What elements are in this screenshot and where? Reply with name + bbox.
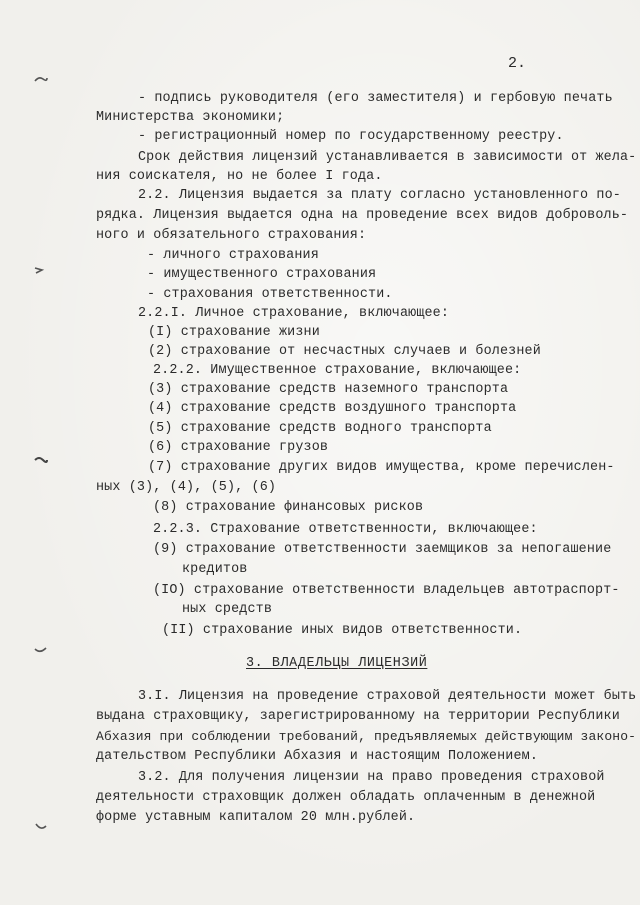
text-line: (II) страхование иных видов ответственности. [162,623,523,638]
text-line: - имущественного страхования [147,267,377,282]
text-line: (4) страхование средств воздушного транспорта [148,401,517,416]
text-line: ния соискателя, но не более I года. [96,169,383,184]
text-line: форме уставным капиталом 20 млн.рублей. [96,810,416,825]
margin-mark-icon [34,75,48,85]
margin-mark-icon [34,645,48,655]
text-line: - личного страхования [147,248,319,263]
text-line: - регистрационный номер по государственному реестру. [138,129,564,144]
text-line: (2) страхование от несчастных случаев и болезней [148,344,541,359]
text-line: (I) страхование жизни [148,325,320,340]
text-line: 2.2.3. Страхование ответственности, включающее: [153,522,538,537]
text-line: Абхазия при соблюдении требований, предъявляемых действующим законо- [96,729,637,744]
text-line: ных средств [182,602,273,617]
text-line: 3.2. Для получения лицензии на право проведения страховой [138,770,605,785]
text-line: ных (3), (4), (5), (6) [96,480,277,495]
text-line: рядка. Лицензия выдается одна на проведение всех видов доброволь- [96,208,629,223]
text-line: (9) страхование ответственности заемщиков за непогашение [153,542,612,557]
text-line: дательством Республики Абхазия и настоящим Положением. [96,749,539,764]
section-heading: 3. ВЛАДЕЛЬЦЫ ЛИЦЕНЗИЙ [246,656,428,671]
text-line: Министерства экономики; [96,110,285,125]
text-line: 3.I. Лицензия на проведение страховой деятельности может быть [138,689,637,704]
margin-mark-icon [34,265,48,275]
text-line: 2.2.2. Имущественное страхование, включающее: [153,363,522,378]
page-number: 2. [508,55,527,72]
text-line: выдана страховщику, зарегистрированному на территории Республики [96,709,620,724]
text-line: - подпись руководителя (его заместителя) и гербовую печать [138,91,613,106]
text-line: (IO) страхование ответственности владельцев автотраспорт- [153,583,620,598]
margin-mark-icon [34,455,48,465]
text-line: Срок действия лицензий устанавливается в зависимости от жела- [138,150,637,165]
text-line: 2.2. Лицензия выдается за плату согласно установленного по- [138,188,621,203]
text-line: ного и обязательного страхования: [96,228,367,243]
text-line: деятельности страховщик должен обладать оплаченным в денежной [96,790,596,805]
margin-mark-icon [34,822,48,832]
text-line: (6) страхование грузов [148,440,329,455]
text-line: - страхования ответственности. [147,287,393,302]
text-line: кредитов [182,562,248,577]
text-line: (8) страхование финансовых рисков [153,500,424,515]
text-line: (3) страхование средств наземного транспорта [148,382,509,397]
text-line: (5) страхование средств водного транспорта [148,421,492,436]
text-line: 2.2.I. Личное страхование, включающее: [138,306,450,321]
text-line: (7) страхование других видов имущества, кроме перечислен- [148,460,615,475]
